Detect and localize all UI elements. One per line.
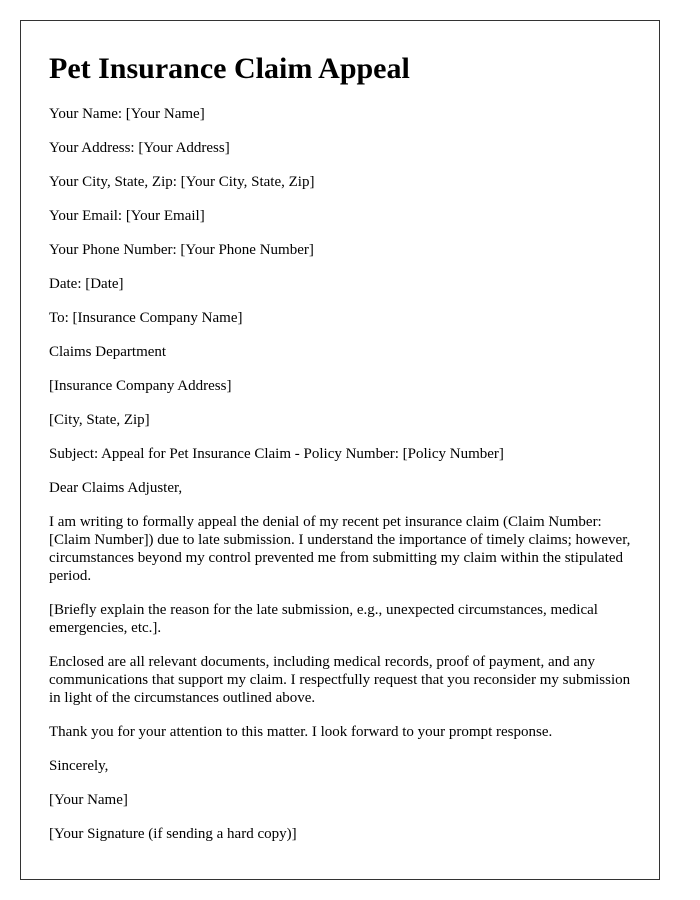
body-paragraph: Enclosed are all relevant documents, including medical records, proof of payment, and any communications that support my claim. I respectfully request that you reconsider my submission in light of the circumstances outlined above. [49,654,631,706]
sender-phone-line: Your Phone Number: [Your Phone Number] [49,242,314,258]
sender-name-line: Your Name: [Your Name] [49,106,205,122]
signature-note: [Your Signature (if sending a hard copy)] [49,826,297,842]
sender-email-line: Your Email: [Your Email] [49,208,205,224]
body-paragraph: I am writing to formally appeal the denial of my recent pet insurance claim (Claim Number: [Claim Number]) due to late submission. I understand the importance of timely claims; however, circumstances beyond my control prevented me from submitting my claim within the stipulated period. [49,514,631,584]
sender-city-line: Your City, State, Zip: [Your City, State, Zip] [49,174,315,190]
signature-name: [Your Name] [49,792,128,808]
recipient-address: [Insurance Company Address] [49,378,232,394]
closing: Sincerely, [49,758,109,774]
recipient-city-state-zip: [City, State, Zip] [49,412,150,428]
recipient-department: Claims Department [49,344,167,360]
subject-line: Subject: Appeal for Pet Insurance Claim - Policy Number: [Policy Number] [49,446,504,462]
body-paragraph: Thank you for your attention to this matter. I look forward to your prompt response. [49,724,553,740]
body-paragraph: [Briefly explain the reason for the late submission, e.g., unexpected circumstances, medical emergencies, etc.]. [49,602,598,636]
date-line: Date: [Date] [49,276,124,292]
recipient-to-line: To: [Insurance Company Name] [49,310,243,326]
letter-page [20,20,660,880]
salutation: Dear Claims Adjuster, [49,480,183,496]
letter-title: Pet Insurance Claim Appeal [49,52,410,85]
sender-address-line: Your Address: [Your Address] [49,140,230,156]
